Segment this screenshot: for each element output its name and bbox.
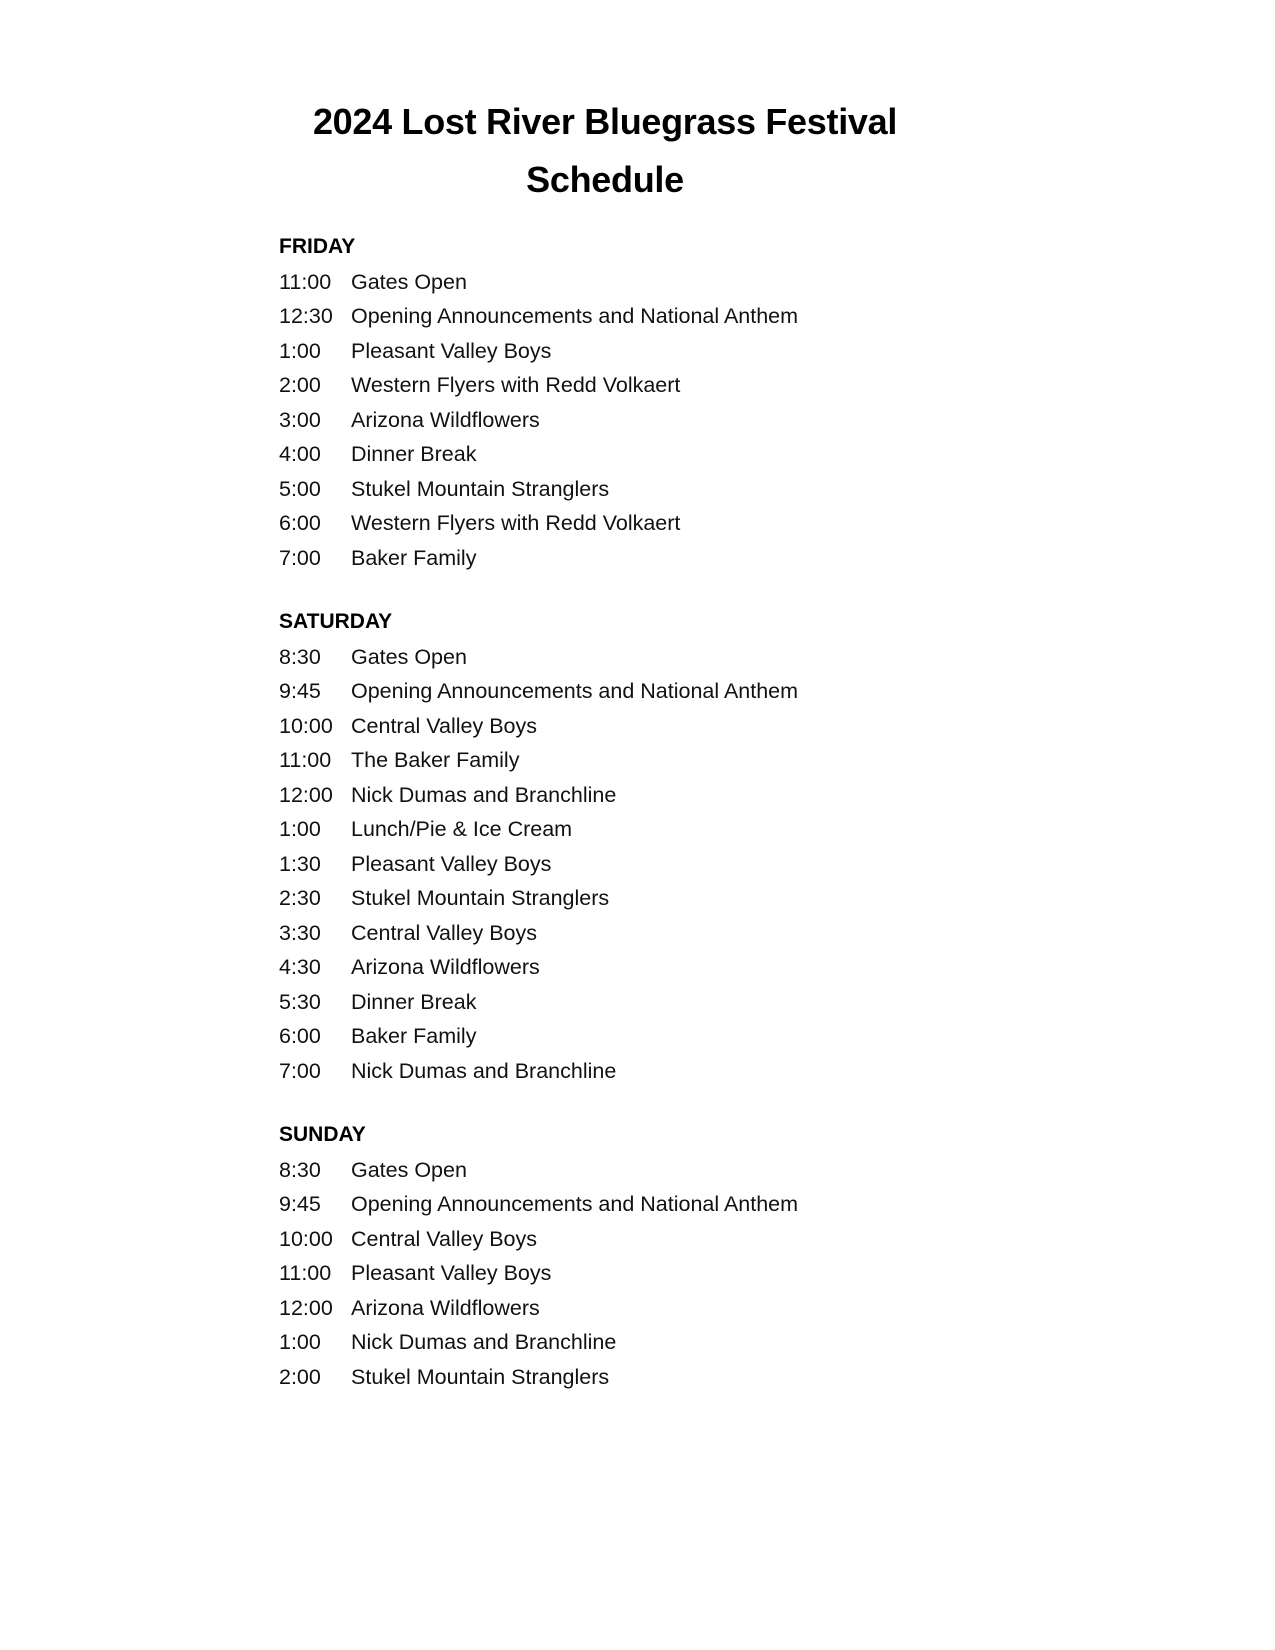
time: 5:30 [279,989,321,1014]
time: 11:00 [279,269,332,294]
schedule-row [279,1153,979,1188]
event: Western Flyers with Redd Volkaert [351,511,681,535]
time: 5:00 [279,476,321,501]
time: 7:00 [279,545,321,570]
event: Dinner Break [351,989,477,1014]
schedule-row [279,743,979,778]
event: Western Flyers with Redd Volkaert [351,373,681,397]
event: Opening Announcements and National Anthem [351,1192,799,1216]
time: 11:00 [279,748,332,772]
time: 10:00 [279,1226,333,1251]
event: Central Valley Boys [351,713,538,738]
title-line-1: 2024 Lost River Bluegrass Festival [312,101,898,142]
schedule-row [279,265,979,300]
schedule-row [279,1256,979,1291]
time: 6:00 [279,1024,321,1048]
schedule-row [279,674,979,709]
time: 2:30 [279,886,321,910]
time: 2:00 [279,373,321,397]
schedule-row [279,368,979,403]
document-title [0,93,1210,209]
schedule-row [279,1325,979,1360]
schedule-row [279,950,979,985]
event: Stukel Mountain Stranglers [351,886,610,910]
event: Pleasant Valley Boys [351,1261,552,1285]
day-section-sunday [279,1118,979,1394]
time: 8:30 [279,1157,321,1182]
schedule-row [279,403,979,438]
time: 7:00 [279,1058,321,1083]
schedule-row [279,916,979,951]
event: Gates Open [351,644,467,669]
schedule-row [279,437,979,472]
event: Gates Open [351,1157,467,1182]
title-line-2: Schedule [526,159,684,200]
time: 12:30 [279,304,333,328]
event: Arizona Wildflowers [351,955,540,979]
time: 1:00 [279,1330,321,1354]
day-section-saturday [279,605,979,1088]
time: 9:45 [279,679,321,703]
event: Pleasant Valley Boys [351,851,552,876]
event: Stukel Mountain Stranglers [351,476,610,501]
schedule-row [279,778,979,813]
event: Central Valley Boys [351,1226,538,1251]
schedule-row [279,640,979,675]
day-heading: SUNDAY [279,1123,366,1146]
time: 9:45 [279,1192,321,1216]
event: Nick Dumas and Branchline [351,782,617,807]
event: Arizona Wildflowers [351,407,540,432]
schedule-row [279,1019,979,1054]
time: 3:00 [279,407,321,432]
event: The Baker Family [351,748,520,772]
time: 1:00 [279,817,321,841]
time: 1:30 [279,851,321,876]
event: Baker Family [351,1024,477,1048]
event: Arizona Wildflowers [351,1295,540,1320]
schedule-row [279,1360,979,1395]
day-heading: SATURDAY [279,610,393,633]
time: 6:00 [279,511,321,535]
event: Nick Dumas and Branchline [351,1058,617,1083]
schedule [279,230,979,1394]
schedule-row [279,847,979,882]
schedule-row [279,1054,979,1089]
time: 12:00 [279,1295,333,1320]
time: 4:30 [279,955,321,979]
event: Stukel Mountain Stranglers [351,1364,610,1389]
schedule-row [279,881,979,916]
day-heading: FRIDAY [279,235,356,258]
schedule-row [279,541,979,576]
day-section-friday [279,230,979,575]
event: Opening Announcements and National Anthem [351,679,799,703]
event: Dinner Break [351,442,477,466]
event: Pleasant Valley Boys [351,338,552,363]
event: Nick Dumas and Branchline [351,1330,617,1354]
time: 2:00 [279,1364,321,1389]
time: 11:00 [279,1261,332,1285]
event: Opening Announcements and National Anthem [351,304,799,328]
schedule-row [279,1222,979,1257]
time: 3:30 [279,920,321,945]
schedule-row [279,299,979,334]
schedule-row [279,1291,979,1326]
schedule-row [279,472,979,507]
schedule-row [279,506,979,541]
schedule-row [279,1187,979,1222]
schedule-row [279,985,979,1020]
event: Lunch/Pie & Ice Cream [351,817,573,841]
schedule-row [279,334,979,369]
time: 8:30 [279,644,321,669]
time: 12:00 [279,782,333,807]
event: Baker Family [351,545,477,570]
time: 10:00 [279,713,333,738]
event: Gates Open [351,269,467,294]
schedule-row [279,812,979,847]
event: Central Valley Boys [351,920,538,945]
schedule-row [279,709,979,744]
time: 4:00 [279,442,321,466]
time: 1:00 [279,338,321,363]
